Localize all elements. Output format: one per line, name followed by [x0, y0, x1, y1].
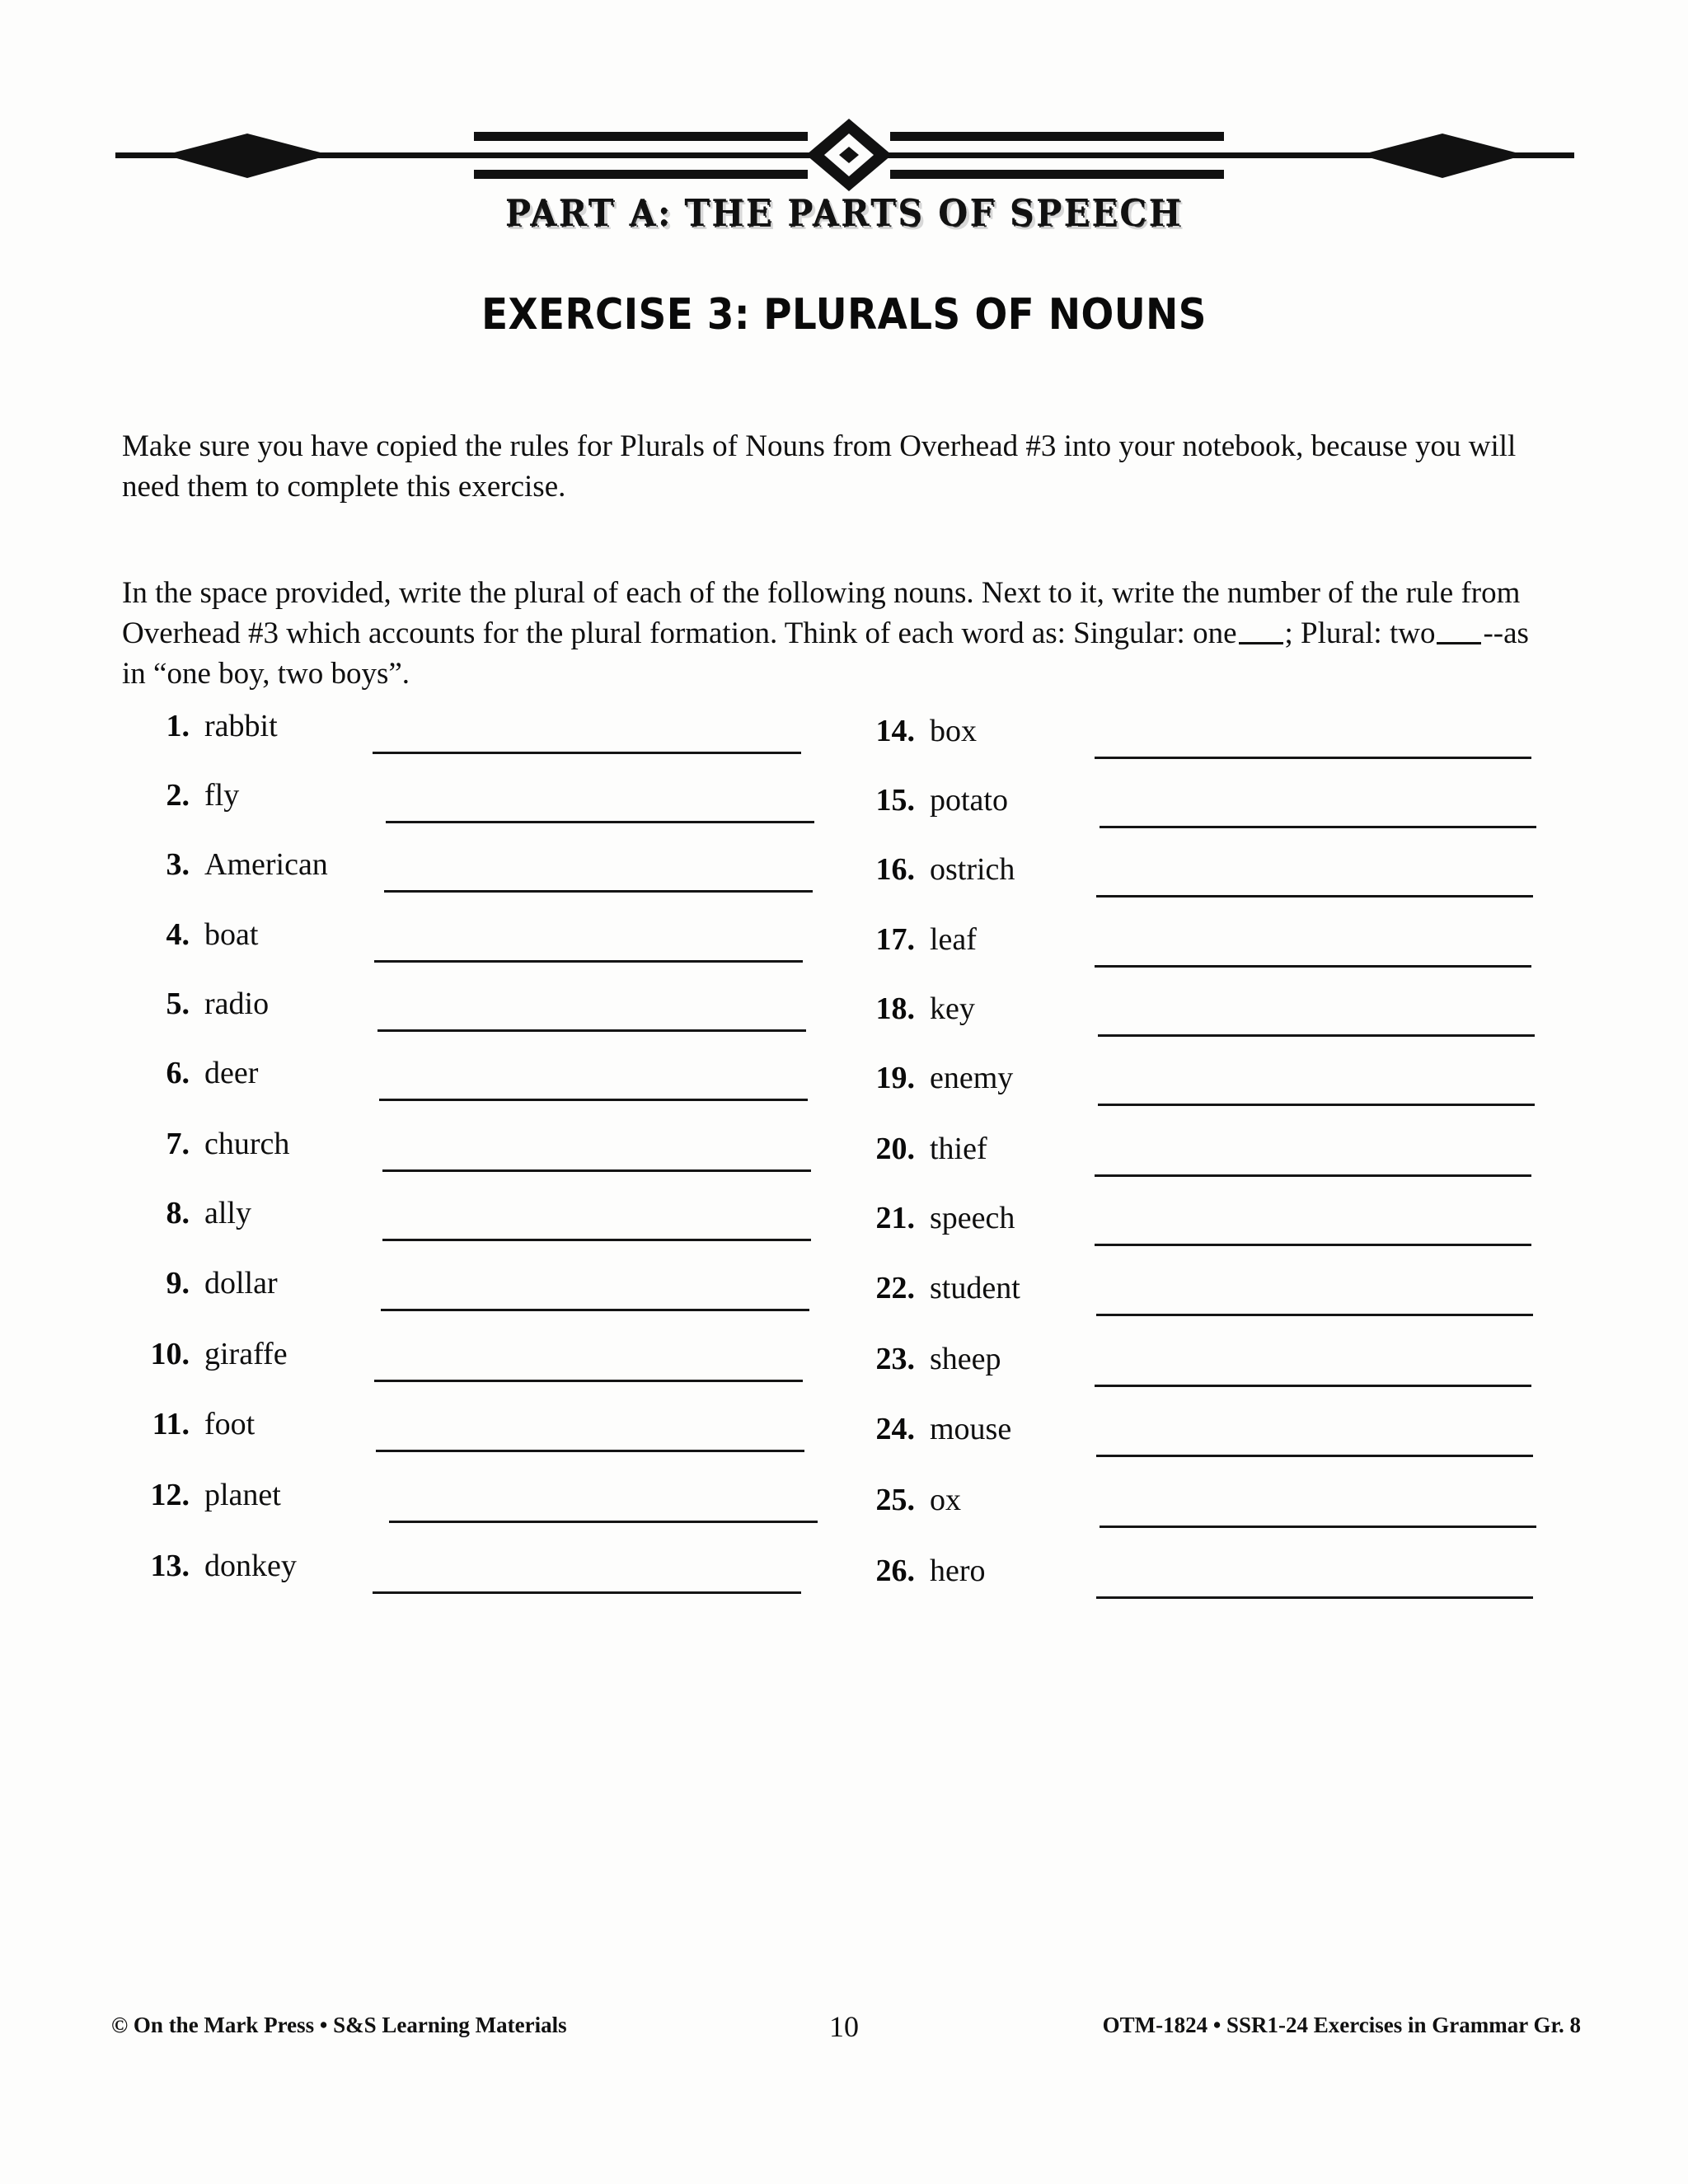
answer-blank[interactable]: [386, 821, 814, 823]
item-word: thief: [930, 1132, 987, 1166]
item-word: American: [204, 847, 328, 882]
exercise-item: [832, 715, 1558, 770]
item-number: 14.: [875, 714, 915, 748]
exercise-item: [832, 993, 1558, 1047]
item-word: key: [930, 991, 975, 1026]
item-number: 12.: [150, 1478, 190, 1512]
item-word: speech: [930, 1201, 1015, 1235]
item-number: 20.: [875, 1132, 915, 1166]
part-title-label-b: THE PARTS OF SPEECH: [684, 191, 1184, 235]
answer-blank[interactable]: [377, 1029, 806, 1032]
answer-blank[interactable]: [1100, 1526, 1536, 1528]
answer-blank[interactable]: [1096, 1596, 1533, 1599]
item-number: 6.: [166, 1056, 190, 1090]
exercise-title-label-a: EXERCISE 3:: [481, 290, 751, 340]
exercise-item: [107, 919, 799, 973]
item-number: 15.: [875, 783, 915, 818]
exercise-item: [107, 1479, 799, 1534]
answer-blank[interactable]: [1100, 826, 1536, 828]
instructions-paragraph-1: Make sure you have copied the rules for Plurals of Nouns from Overhead #3 into your notebook, because you will need them to complete this exercise.: [122, 429, 1517, 504]
item-number: 8.: [166, 1196, 190, 1230]
item-word: deer: [204, 1056, 259, 1090]
answer-blank[interactable]: [1095, 965, 1531, 968]
exercise-item: [107, 988, 799, 1043]
exercise-items: [0, 710, 1688, 1930]
footer-product-code: OTM-1824 • SSR1-24 Exercises in Grammar Gr. 8: [1102, 2013, 1581, 2037]
item-number: 2.: [166, 778, 190, 813]
item-number: 22.: [875, 1271, 915, 1305]
item-number: 24.: [875, 1412, 915, 1446]
answer-blank[interactable]: [382, 1169, 811, 1172]
answer-blank[interactable]: [1098, 1034, 1535, 1037]
item-number: 23.: [875, 1342, 915, 1376]
part-title-label-a: PART A:: [504, 191, 673, 235]
item-word: boat: [204, 917, 259, 952]
item-word: church: [204, 1127, 290, 1161]
answer-blank[interactable]: [381, 1309, 809, 1311]
item-number: 26.: [875, 1554, 915, 1588]
part-title: [68, 191, 1620, 235]
exercise-item: [107, 1268, 799, 1322]
item-word: foot: [204, 1407, 256, 1441]
singular-blank[interactable]: [1239, 642, 1283, 644]
exercise-item: [107, 1197, 799, 1252]
instructions-text-part2: ; Plural: two: [1284, 616, 1436, 651]
item-number: 16.: [875, 852, 915, 887]
exercise-item: [832, 1133, 1558, 1188]
answer-blank[interactable]: [1095, 1244, 1531, 1246]
exercise-title-label-b: PLURALS OF NOUNS: [763, 290, 1207, 340]
item-word: hero: [930, 1554, 986, 1588]
answer-blank[interactable]: [374, 1380, 803, 1382]
item-number: 17.: [875, 922, 915, 957]
exercise-title: [84, 290, 1603, 340]
item-word: donkey: [204, 1549, 297, 1583]
item-number: 5.: [166, 987, 190, 1021]
answer-blank[interactable]: [373, 752, 801, 754]
answer-blank[interactable]: [373, 1591, 801, 1594]
item-word: enemy: [930, 1061, 1014, 1095]
item-word: ox: [930, 1483, 961, 1517]
page-footer: [0, 2010, 1688, 2054]
answer-blank[interactable]: [384, 890, 813, 893]
item-word: sheep: [930, 1342, 1001, 1376]
item-word: potato: [930, 783, 1008, 818]
item-number: 11.: [152, 1407, 190, 1441]
item-number: 19.: [875, 1061, 915, 1095]
exercise-item: [107, 1550, 799, 1605]
item-number: 7.: [166, 1127, 190, 1161]
exercise-item: [107, 710, 799, 765]
item-word: box: [930, 714, 977, 748]
item-number: 10.: [150, 1337, 190, 1371]
item-word: ostrich: [930, 852, 1015, 887]
answer-blank[interactable]: [1098, 1104, 1535, 1106]
exercise-item: [832, 1202, 1558, 1257]
item-word: dollar: [204, 1266, 278, 1301]
footer-publisher: © On the Mark Press • S&S Learning Materials: [111, 2013, 567, 2037]
answer-blank[interactable]: [1096, 895, 1533, 898]
answer-blank[interactable]: [1096, 1455, 1533, 1457]
item-word: planet: [204, 1478, 281, 1512]
exercise-item: [107, 1057, 799, 1112]
plural-blank[interactable]: [1437, 642, 1481, 644]
exercise-item: [832, 1272, 1558, 1327]
exercise-item: [832, 1413, 1558, 1468]
item-word: fly: [204, 778, 240, 813]
exercise-item: [107, 1338, 799, 1393]
item-word: ally: [204, 1196, 251, 1230]
item-number: 25.: [875, 1483, 915, 1517]
exercise-item: [832, 1555, 1558, 1610]
exercise-item: [832, 1484, 1558, 1539]
answer-blank[interactable]: [1095, 1174, 1531, 1177]
item-word: radio: [204, 987, 270, 1021]
item-number: 21.: [875, 1201, 915, 1235]
exercise-item: [107, 1408, 799, 1463]
answer-blank[interactable]: [1095, 757, 1531, 759]
answer-blank[interactable]: [376, 1450, 804, 1452]
item-number: 3.: [166, 847, 190, 882]
item-word: leaf: [930, 922, 977, 957]
answer-blank[interactable]: [382, 1239, 811, 1241]
item-number: 13.: [150, 1549, 190, 1583]
diamond-rule-ornament: [115, 115, 1574, 194]
item-word: student: [930, 1271, 1020, 1305]
item-word: giraffe: [204, 1337, 288, 1371]
exercise-item: [107, 780, 799, 834]
exercise-item: [832, 854, 1558, 908]
items-column-left: [107, 710, 799, 1930]
answer-blank[interactable]: [374, 960, 803, 963]
answer-blank[interactable]: [389, 1521, 818, 1523]
item-number: 4.: [166, 917, 190, 952]
exercise-item: [832, 1062, 1558, 1117]
answer-blank[interactable]: [1096, 1314, 1533, 1316]
exercise-item: [832, 924, 1558, 978]
exercise-item: [107, 849, 799, 903]
instructions-text-part3: --as in “one boy, two boys”.: [122, 616, 1529, 691]
footer-page-number: 10: [829, 2010, 859, 2043]
answer-blank[interactable]: [379, 1099, 808, 1101]
item-number: 1.: [166, 709, 190, 743]
instructions-paragraph-2: [122, 573, 1531, 695]
item-word: rabbit: [204, 709, 278, 743]
item-number: 9.: [166, 1266, 190, 1301]
item-number: 18.: [875, 991, 915, 1026]
exercise-item: [832, 785, 1558, 839]
item-word: mouse: [930, 1412, 1012, 1446]
items-column-right: [832, 710, 1558, 1930]
exercise-item: [832, 1343, 1558, 1398]
instructions-text-part1: In the space provided, write the plural of each of the following nouns. Next to it, write the number of the rule from Overhead #3 which accounts for the plural formation. Think of each word as: Singular: one: [122, 576, 1521, 651]
answer-blank[interactable]: [1095, 1385, 1531, 1387]
exercise-item: [107, 1128, 799, 1183]
